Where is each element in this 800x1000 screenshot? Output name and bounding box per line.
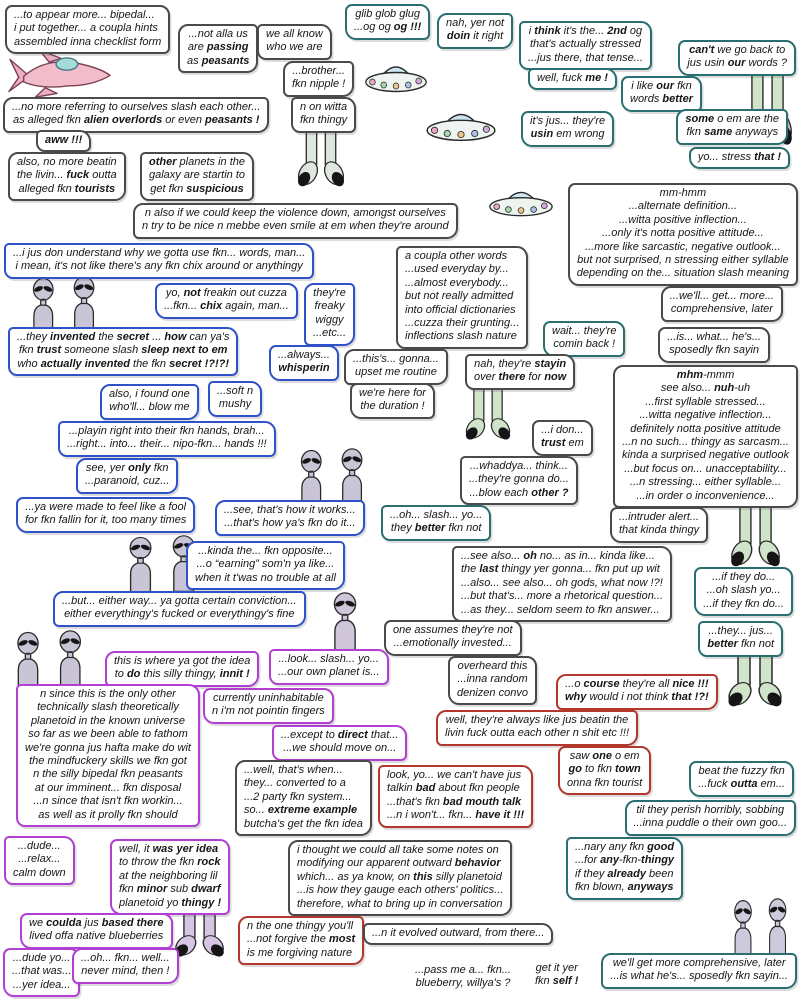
speech-bubble: see, yer only fkn ...paranoid, cuz... [76, 458, 178, 494]
speech-bubble: they're freaky wiggy ...etc... [304, 283, 355, 346]
speech-bubble: ...oh... fkn... well... never mind, then ! [72, 948, 179, 984]
speech-bubble: well, fuck me ! [528, 68, 617, 90]
speech-bubble: currently uninhabitable n i'm not pointin fingers [203, 688, 334, 724]
speech-bubble: ...nary any fkn good ...for any-fkn-thingy if they already been fkn blown, anyways [566, 837, 683, 900]
alien-legs-figure [728, 498, 783, 568]
speech-bubble: can't we go back to jus usin our words ? [678, 40, 796, 76]
speech-bubble: nah, yer not doin it right [437, 13, 513, 49]
speech-bubble: i like our fkn words better [621, 76, 702, 112]
speech-bubble: ...soft n mushy [208, 381, 262, 417]
speech-bubble: ...o course they're all nice !!! why would i not think that !?! [556, 674, 718, 710]
speech-bubble: overheard this ...inna random denizen convo [448, 656, 537, 705]
speech-bubble: nah, they're stayin over there for now [465, 354, 575, 390]
speech-bubble: some o em are the fkn same anyways [676, 109, 788, 145]
speech-bubble: ...dude yo... ...that was... ...yer idea... [3, 948, 80, 997]
speech-bubble: n on witta fkn thingy [291, 97, 356, 133]
speech-bubble: yo... stress that ! [689, 147, 790, 169]
speech-bubble: ...dude... ...relax... calm down [4, 836, 75, 885]
speech-bubble: ...not alla us are passing as peasants [178, 24, 258, 73]
speech-bubble: n the one thingy you'll ...not forgive the most is me forgiving nature [238, 916, 364, 965]
speech-bubble: ...they... jus... better fkn not [698, 621, 783, 657]
speech-bubble: wait... they're comin back ! [543, 321, 625, 357]
speech-bubble: ...except to direct that... ...we should move on... [272, 725, 407, 761]
speech-bubble: other planets in the galaxy are startin to get fkn suspicious [140, 152, 254, 201]
speech-bubble: one assumes they're not ...emotionally invested... [384, 620, 522, 656]
speech-bubble: it's jus... they're usin em wrong [521, 111, 614, 147]
speech-bubble: ...they invented the secret ... how can ya's fkn trust someone slash sleep next to em who actually invented the fkn secret !?!?! [8, 327, 238, 376]
speech-bubble: ...n it evolved outward, from there... [363, 923, 553, 945]
speech-bubble: ...intruder alert... that kinda thingy [610, 507, 708, 543]
speech-bubble: saw one o em go to fkn town onna fkn tourist [558, 746, 651, 795]
speech-bubble: look, yo... we can't have jus talkin bad about fkn people ...that's fkn bad mouth talk ...n i won't... fkn... have it !!! [378, 765, 533, 828]
speech-bubble: ...see, that's how it works... ...that's how ya's fkn do it... [215, 500, 365, 536]
speech-bubble: ...kinda the... fkn opposite... ...o “earning” som'n ya like... when it t'was no trouble at all [186, 541, 345, 590]
speech-bubble: well, they're always like jus beatin the livin fuck outta each other n shit etc !!! [436, 710, 638, 746]
speech-bubble: a coupla other words ...used everyday by... ...almost everybody... but not really admitted into official dictionaries ...cuzza their grunting... inflections slash nature [396, 246, 528, 349]
speech-bubble: ...is... what... he's... sposedly fkn sayin [658, 327, 770, 363]
speech-bubble: ...see also... oh no... as in... kinda like... the last thingy yer gonna... fkn put up wit ...also... see also... oh gods, what now !?! ...but that's... more a rhetorical question... ...as they... seldom seem to fkn answer... [452, 546, 672, 622]
speech-bubble: i think it's the... 2nd og that's actually stressed ...jus there, that tense... [519, 21, 652, 70]
speech-bubble: ...ya were made to feel like a fool for fkn fallin for it, too many times [16, 497, 195, 533]
speech-bubble: yo, not freakin out cuzza ...fkn... chix again, man... [155, 283, 298, 319]
speech-bubble: ...to appear more... bipedal... i put together... a coupla hints assembled inna checklist form [5, 5, 170, 54]
speech-bubble: we're here for the duration ! [350, 383, 435, 419]
fish-spaceship [6, 48, 114, 100]
speech-bubble: ...i don... trust em [532, 420, 593, 456]
speech-bubble: ...oh... slash... yo... they better fkn not [381, 505, 491, 541]
alien-legs-figure [463, 383, 513, 441]
alien-pair-figure [6, 630, 94, 690]
speech-bubble: ...no more referring to ourselves slash each other... as alleged fkn alien overlords or even peasants ! [3, 97, 269, 133]
speech-bubble: ...well, that's when... they... converted to a ...2 party fkn system... so... extreme example butcha's get the fkn idea [235, 760, 372, 836]
alien-figure [322, 592, 368, 654]
speech-bubble: n also if we could keep the violence down, amongst ourselves n try to be nice n mebbe even smile at em when they're around [133, 203, 458, 239]
speech-bubble: also, no more beatin the livin... fuck outta alleged fkn tourists [8, 152, 126, 201]
speech-bubble: we'll get more comprehensive, later ...is what he's... sposedly fkn sayin... [601, 953, 797, 989]
ufo-icon [363, 57, 429, 95]
speech-bubble: ...look... slash... yo... ...our own planet is... [269, 649, 389, 685]
speech-bubble: mhm-mmm see also... nuh-uh ...first syllable stressed... ...witta negative inflection... definitely notta positive attitude ...n no such... thingy as sarcasm... kinda a surprised negative outlook ...but focus on... unacceptability... ...n stressing... either syllable... ...in order o inconvenience... [613, 365, 798, 508]
speech-bubble: ...brother... fkn nipple ! [283, 61, 354, 97]
speech-bubble: well, it was yer idea to throw the fkn rock at the neighboring lil fkn minor sub dwarf planetoid yo thingy ! [110, 839, 230, 915]
speech-bubble: this is where ya got the idea to do this silly thingy, innit ! [105, 651, 259, 687]
speech-bubble: ...if they do... ...oh slash yo... ...if they fkn do... [694, 567, 793, 616]
speech-bubble: beat the fuzzy fkn ...fuck outta em... [689, 761, 794, 797]
speech-bubble: also, i found one who'll... blow me [100, 384, 199, 420]
speech-bubble: mm-hmm ...alternate definition... ...witta positive inflection... ...only it's notta positive attitude... ...more like sarcastic, negative outlook... but not surprised, n stressing either syllable depending on the... situation slash meaning [568, 183, 798, 286]
ufo-icon [424, 104, 498, 144]
speech-bubble: ...this's... gonna... upset me routine [344, 349, 448, 385]
speech-bubble: we all know who we are [257, 24, 332, 60]
speech-bubble: aww !!! [36, 130, 91, 152]
speech-bubble: n since this is the only other technically slash theoretically planetoid in the known universe so far as we been able to fathom we're gonna jus hafta make do wit the mindfuckery skills we fkn got n the silly bipedal fkn peasants at our imminent... fkn disposal ...n since that isn't fkn workin... as well as it prolly fkn should [16, 684, 200, 827]
speech-bubble: i thought we could all take some notes on modifying our apparent outward behavior which... as ya know, on this silly planetoid ...is how they gauge each others' politics... therefore, what to bring up in conversation [288, 840, 512, 916]
speech-bubble: ...always... whisperin [269, 345, 339, 381]
speech-bubble: til they perish horribly, sobbing ...inna puddle o their own goo... [625, 800, 797, 836]
speech-bubble: glib glob glug ...og og og !!! [345, 4, 430, 40]
speech-bubble: ...i jus don understand why we gotta use fkn... words, man... i mean, it's not like there's any fkn chix around or anythingy [4, 243, 314, 279]
speech-bubble: ...whaddya... think... ...they're gonna do... ...blow each other ? [460, 456, 578, 505]
speech-bubble: ...we'll... get... more... comprehensive, later [661, 286, 783, 322]
alien-pair-figure [290, 448, 375, 508]
speech-bubble: we coulda jus based there lived offa native blueberries [20, 913, 173, 949]
speech-bubble: ...pass me a... fkn... blueberry, willya's ? [415, 964, 511, 990]
alien-pair-figure [725, 898, 797, 960]
speech-bubble: ...playin right into their fkn hands, brah... ...right... into... their... nipo-fkn... hands !!! [58, 421, 276, 457]
speech-bubble: get it yer fkn self ! [535, 962, 579, 988]
ufo-icon [487, 183, 555, 219]
speech-bubble: ...but... either way... ya gotta certain conviction... either everythingy's fucked or everythingy's fine [53, 591, 306, 627]
